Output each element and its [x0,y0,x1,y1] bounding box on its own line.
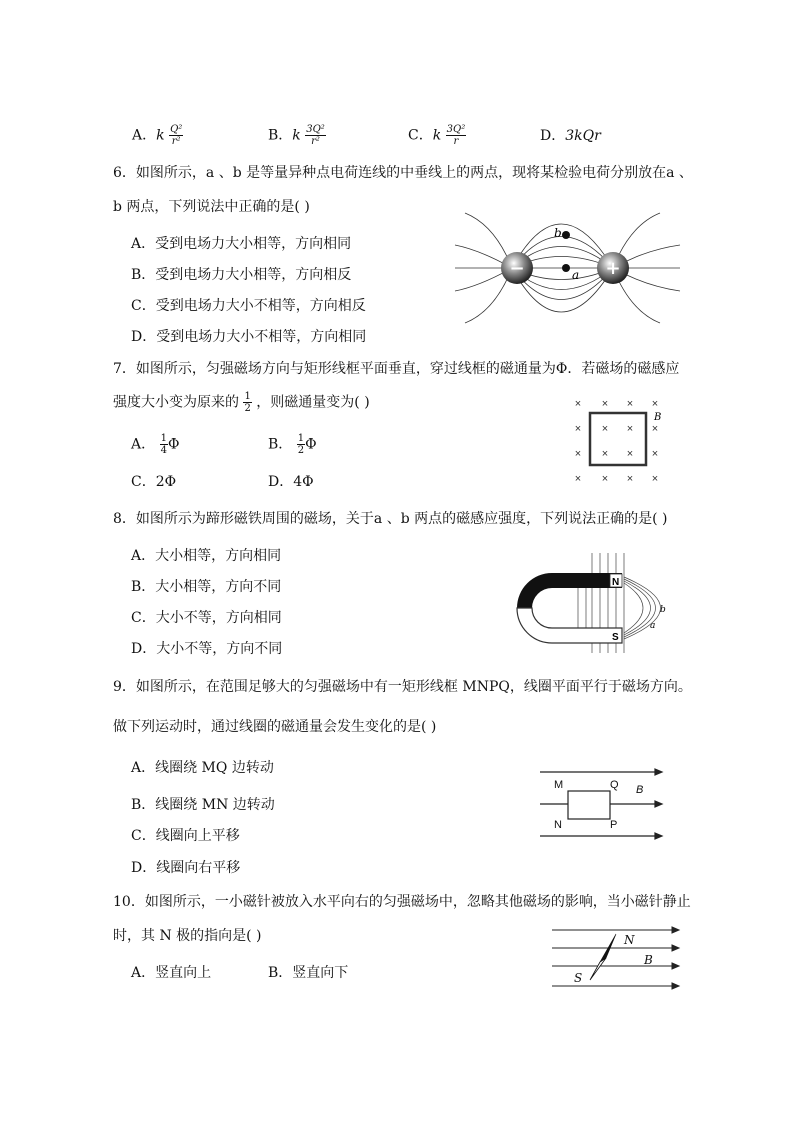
svg-text:N: N [612,577,620,588]
svg-text:×: × [601,398,609,410]
magnet-light-half [517,608,622,643]
svg-text:×: × [651,473,659,485]
svg-text:×: × [651,423,659,435]
svg-text:+: + [605,258,621,279]
q9-option-a: A．线圈绕 MQ 边转动 [131,760,274,776]
q6-option-a: A．受到电场力大小相等，方向相同 [131,236,352,252]
svg-text:P: P [610,819,618,831]
q8-option-a: A．大小相等，方向相同 [131,548,282,564]
svg-text:Q: Q [610,779,619,791]
q5-option-c: C．k $\frac{\text{3Q²}}{r}$ [408,124,466,147]
svg-text:B: B [636,784,644,796]
q5-option-a: A．k $\frac{\text{Q²}}{\text{r²}}$ [132,124,183,147]
needle-south [590,958,606,980]
svg-text:B: B [654,412,662,423]
q6-option-b: B．受到电场力大小相等，方向相反 [131,267,352,283]
q9-option-b: B．线圈绕 MN 边转动 [131,797,275,813]
svg-text:×: × [651,448,659,460]
q6-stem-line1: 6．如图所示，a 、b 是等量异种点电荷连线的中垂线上的两点，现将某检验电荷分别放在a 、 [113,165,693,181]
q7-stem-line2: 强度大小变为原来的 $\frac{1}{2}$ ，则磁通量变为( ) [113,391,370,414]
svg-text:b: b [660,605,666,615]
q8-horseshoe-magnet-diagram [512,548,687,658]
q10-stem-line2: 时，其 N 极的指向是( ) [113,928,262,944]
svg-text:×: × [626,423,634,435]
point-a [562,264,570,272]
q8-option-c: C．大小不等，方向相同 [131,610,282,626]
q10-compass-needle-diagram [552,924,682,994]
svg-text:×: × [574,423,582,435]
q9-stem-line2: 做下列运动时，通过线圈的磁通量会发生变化的是( ) [113,719,437,735]
q6-stem-line2: b 两点，下列说法中正确的是( ) [113,199,310,215]
svg-text:×: × [574,448,582,460]
q6-field-diagram [455,205,680,330]
svg-text:N: N [624,933,635,947]
q7-magnetic-field-diagram [570,395,670,485]
svg-text:×: × [601,423,609,435]
q6-option-c: C．受到电场力大小不相等，方向相反 [131,298,366,314]
q7-option-a: A． $\frac{1}{4}$ Φ [131,433,180,456]
svg-text:×: × [626,448,634,460]
q7-option-d: D．4Φ [268,474,314,490]
svg-text:B: B [644,953,653,967]
svg-text:×: × [626,473,634,485]
q9-coil-in-field-diagram [540,764,665,844]
q7-option-b: B． $\frac{1}{2}$ Φ [268,433,317,456]
q8-option-b: B．大小相等，方向不同 [131,579,282,595]
q9-option-d: D．线圈向右平移 [131,860,241,876]
q9-stem-line1: 9．如图所示，在范围足够大的匀强磁场中有一矩形线框 MNPQ，线圈平面平行于磁场方向。 [113,679,692,695]
point-b [562,231,570,239]
q8-option-d: D．大小不等，方向不同 [131,641,283,657]
svg-text:×: × [574,398,582,410]
q10-option-a: A．竖直向上 [131,965,212,981]
svg-text:a: a [650,621,656,631]
q9-option-c: C．线圈向上平移 [131,828,240,844]
svg-text:×: × [626,398,634,410]
q10-option-b: B．竖直向下 [268,965,349,981]
svg-text:×: × [574,473,582,485]
svg-text:×: × [651,398,659,410]
svg-text:S: S [612,632,619,643]
svg-text:a: a [572,268,580,282]
q7-option-c: C．2Φ [131,474,177,490]
q8-stem: 8．如图所示为蹄形磁铁周围的磁场，关于a 、b 两点的磁感应强度，下列说法正确的是( ) [113,511,668,527]
rect-frame [590,413,646,465]
svg-text:×: × [601,448,609,460]
q5-option-b: B．k $\frac{\text{3Q²}}{\text{r²}}$ [268,124,325,147]
q6-option-d: D．受到电场力大小不相等，方向相同 [131,329,367,345]
svg-text:S: S [574,971,583,985]
q10-stem-line1: 10．如图所示，一小磁针被放入水平向右的匀强磁场中，忽略其他磁场的影响，当小磁针静止 [113,894,691,910]
svg-text:−: − [509,258,525,279]
q7-stem-line1: 7．如图所示，匀强磁场方向与矩形线框平面垂直，穿过线框的磁通量为Φ．若磁场的磁感应 [113,361,680,377]
svg-text:M: M [554,779,564,791]
magnet-dark-half [517,573,622,608]
svg-text:N: N [554,819,562,831]
svg-text:b: b [554,226,562,240]
svg-text:×: × [601,473,609,485]
q5-option-d: D．3kQr [540,128,601,144]
coil-mnpq [568,791,610,819]
